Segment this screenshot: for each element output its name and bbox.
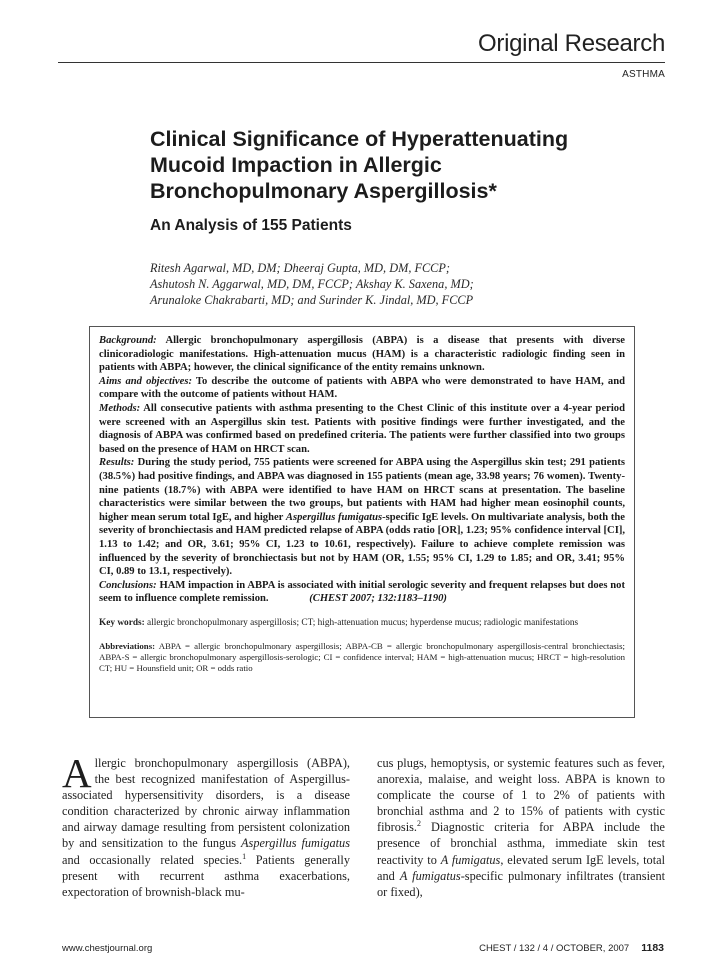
keywords [99, 617, 625, 629]
journal-citation: (CHEST 2007; 132:1183–1190) [309, 593, 447, 605]
results-italic-species: Aspergillus fumigatus [285, 511, 383, 523]
conclusions-text: HAM impaction in ABPA is associated with initial serologic severity and frequent relapses but does not seem to influence complete remission. [99, 579, 625, 605]
section-label: ASTHMA [622, 69, 665, 80]
body-text: cus plugs, hemoptysis, or systemic features such as fever, anorexia, malaise, and weight loss. ABPA is known to complicate the course of 1 to 2% of patients with bronchial asthma and 2 to 15% of patients with cystic fibrosis. [377, 756, 665, 835]
conclusions-label: Conclusions: [99, 579, 157, 591]
page-number: 1183 [641, 942, 664, 954]
results-label: Results: [99, 457, 135, 469]
citation-superscript: 1 [242, 851, 247, 861]
body-text: , elevated serum IgE levels, total and [377, 852, 665, 883]
aims-label: Aims and objectives: [99, 375, 192, 387]
body-italic-species: A fumigatus [440, 852, 501, 867]
abbreviations-text: ABPA = allergic bronchopulmonary aspergillosis; ABPA-CB = allergic bronchopulmonary aspergillosis-central bronchiectasis; ABPA-S = allergic bronchopulmonary aspergillosis-serologic; CI = confidence interval; HAM = high-attenuation mucus; HRCT = high-resolution CT; HU = Hounsfield unit; OR = odds ratio [99, 640, 625, 674]
running-header-title: Original Research [478, 30, 665, 57]
keywords-label: Key words: [99, 617, 145, 628]
results-text-continued: -specific IgE levels. On multivariate analysis, both the severity of bronchiectasis and HAM predicted relapse of ABPA (odds ratio [OR], 1.23; 95% confidence interval [CI], 1.13 to 1.42; and OR, 3.61; 95% CI, 1.23 to 10.61, respectively). Failure to achieve complete remission was influenced by the severity of bronchiectasis but not by HAM (OR, 1.55; 95% CI, 1.29 to 1.85; and OR, 3.41; 95% CI, 0.89 to 13.1, respectively). [99, 511, 625, 578]
body-italic-species: A fumigatus [399, 868, 461, 883]
body-text: -specific pulmonary infiltrates (transient or fixed), [377, 868, 666, 899]
abstract-methods [99, 402, 625, 456]
journal-issue: CHEST / 132 / 4 / OCTOBER, 2007 [479, 943, 630, 954]
header-rule [58, 62, 665, 63]
body-text: Patients generally present with recurrent asthma exacerbations, expectoration of brownish-black mu- [62, 852, 350, 899]
abstract-background [99, 334, 625, 375]
keywords-text: allergic bronchopulmonary aspergillosis; CT; high-attenuation mucus; hyperdense mucus; radiologic manifestations [147, 617, 579, 628]
footer-journal-info [479, 942, 664, 954]
footer-website: www.chestjournal.org [62, 943, 153, 954]
drop-cap: A [62, 750, 92, 796]
abbreviations [99, 641, 625, 675]
background-label: Background: [99, 335, 157, 346]
background-text: Allergic bronchopulmonary aspergillosis (ABPA) is a disease that presents with diverse clinicoradiologic manifestations. High-attenuation mucus (HAM) is a characteristic radiologic finding seen in patients with ABPA; however, the clinical significance of the entity remains unknown. [99, 335, 625, 374]
abstract-results [99, 456, 625, 578]
methods-text: All consecutive patients with asthma presenting to the Chest Clinic of this institute over a 4-year period were screened with an Aspergillus skin test. Patients with positive findings were further investigated, and the diagnosis of ABPA was confirmed based on predefined criteria. The patients were further classified into two groups based on the presence of HAM on HRCT scan. [99, 402, 625, 455]
methods-label: Methods: [99, 402, 141, 414]
article-subtitle: An Analysis of 155 Patients [150, 217, 352, 234]
abstract-box [89, 326, 635, 718]
body-column-left [62, 750, 350, 900]
author-line: Ashutosh N. Aggarwal, MD, DM, FCCP; Akshay K. Saxena, MD; [150, 277, 474, 291]
author-line: Ritesh Agarwal, MD, DM; Dheeraj Gupta, MD, DM, FCCP; [150, 261, 450, 275]
body-text: Diagnostic criteria for ABPA include the presence of bronchial asthma, immediate skin test reactivity to [377, 820, 665, 867]
author-line: Arunaloke Chakrabarti, MD; and Surinder K. Jindal, MD, FCCP [150, 293, 474, 307]
aims-text: To describe the outcome of patients with ABPA who were demonstrated to have HAM, and compare with the outcome of patients without HAM. [99, 375, 625, 401]
results-text: During the study period, 755 patients were screened for ABPA using the Aspergillus skin test; 291 patients (38.5%) had positive findings, and ABPA was diagnosed in 155 patients (mean age, 33.98 years; 76 women). Twenty-nine patients (18.7%) with ABPA were identified to have HAM on HRCT scans at presentation. The baseline characteristics were similar between the two groups, but patients with HAM had higher mean eosinophil counts, higher mean serum total IgE, and higher [99, 457, 625, 523]
body-text: and occasionally related species. [62, 852, 243, 867]
body-italic-species: Aspergillus fumigatus [241, 836, 350, 851]
article-title: Clinical Significance of Hyperattenuating Mucoid Impaction in Allergic Bronchopulmonary Aspergillosis* [150, 127, 569, 203]
abbreviations-label: Abbreviations: [99, 640, 156, 651]
abstract-aims [99, 375, 625, 402]
body-text: llergic bronchopulmonary aspergillosis (ABPA), the best recognized manifestation of Aspergillus-associated hypersensitivity disorders, is a disease condition characterized by chronic airway inflammation and airway damage resulting from persistent colonization by and sensitization to the fungus [62, 756, 350, 851]
abstract-conclusions [99, 579, 625, 606]
body-column-right [377, 755, 665, 900]
citation-superscript: 2 [416, 819, 421, 829]
author-list [150, 260, 590, 308]
